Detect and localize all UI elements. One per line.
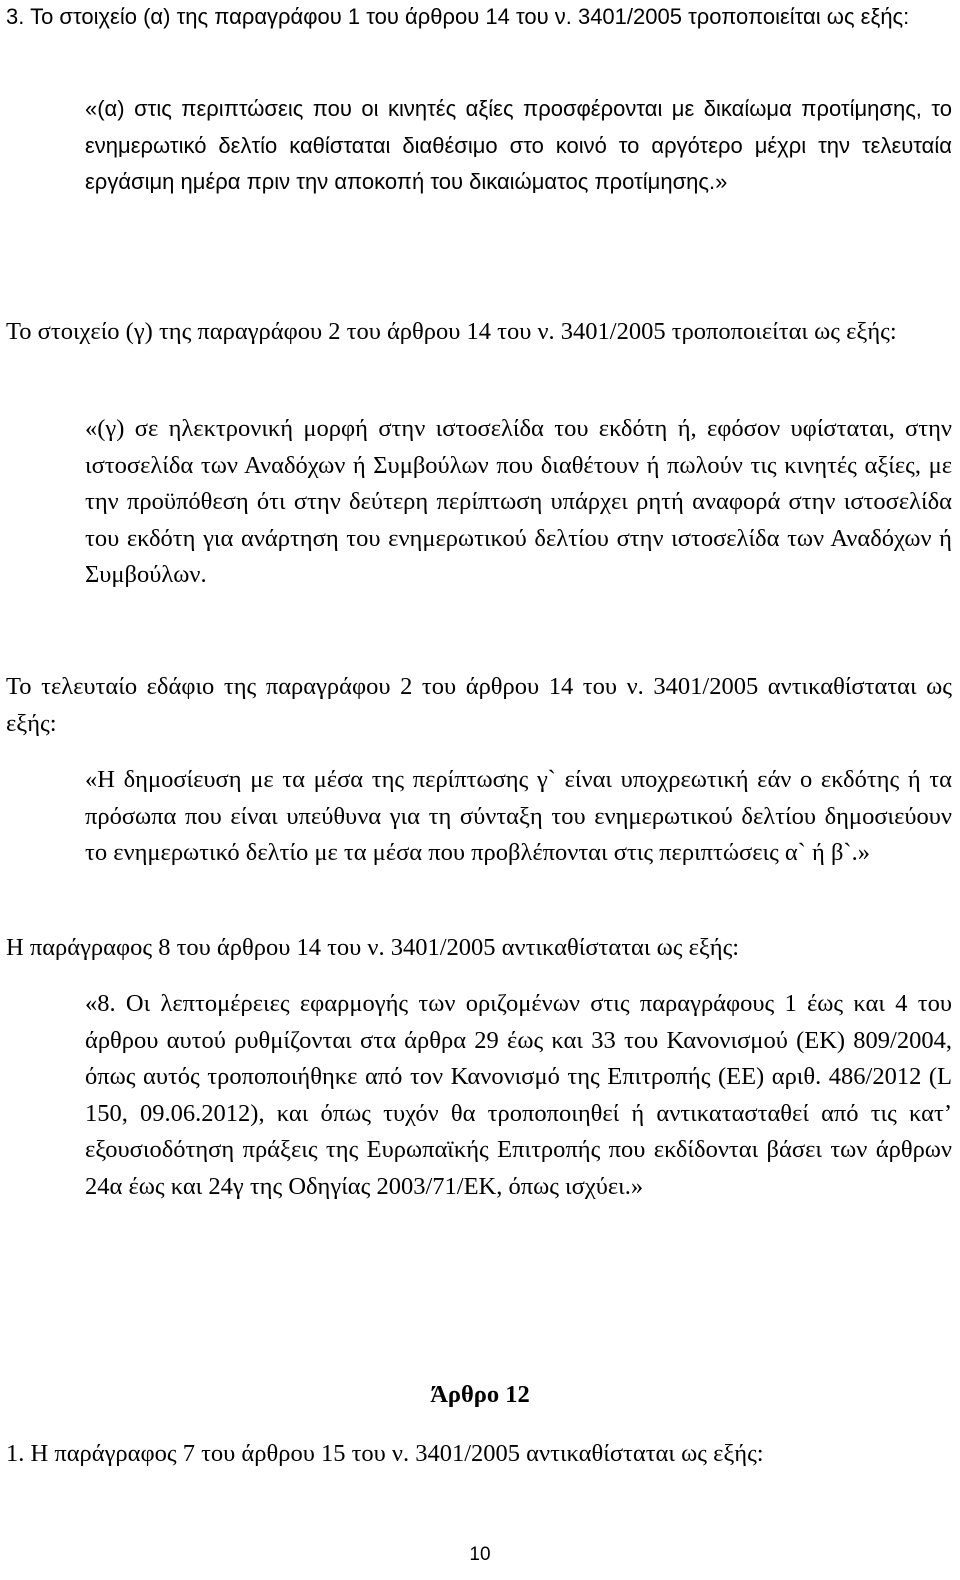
quoted-item-a: «(α) στις περιπτώσεις που οι κινητές αξίες προσφέρονται με δικαίωμα προτίμησης, το ενημερωτικό δελτίο καθίσταται διαθέσιμο στο κοινό το αργότερο μέχρι την τελευταία εργάσιμη ημέρα πριν την αποκοπή του δικαιώματος προτίμησης.» <box>85 96 952 194</box>
page-number: 10 <box>469 1544 491 1565</box>
article-12-paragraph-1: 1. Η παράγραφος 7 του άρθρου 15 του ν. 3401/2005 αντικαθίσταται ως εξής: <box>6 1440 764 1467</box>
quoted-publication-text: «Η δημοσίευση με τα μέσα της περίπτωσης γ` είναι υποχρεωτική εάν ο εκδότης ή τα πρόσωπα που είναι υπεύθυνα για τη σύνταξη του ενημερωτικού δελτίου δημοσιεύουν το ενημερωτικό δελτίο με τα μέσα που προβλέπονται στις περιπτώσεις α` ή β`.» <box>85 766 952 866</box>
quoted-item-c: «(γ) σε ηλεκτρονική μορφή στην ιστοσελίδα του εκδότη ή, εφόσον υφίσταται, στην ιστοσελίδα των Αναδόχων ή Συμβούλων που διαθέτουν ή πωλούν τις κινητές αξίες, με την προϋπόθεση ότι στην δεύτερη περίπτωση υπάρχει ρητή αναφορά στην ιστοσελίδα του εκδότη για ανάρτηση του ενημερωτικού δελτίου στην ιστοσελίδα των Αναδόχων ή Συμβούλων. <box>85 415 952 588</box>
paragraph-8-intro: Η παράγραφος 8 του άρθρου 14 του ν. 3401/2005 αντικαθίσταται ως εξής: <box>6 934 740 961</box>
paragraph-3-intro: 3. Το στοιχείο (α) της παραγράφου 1 του άρθρου 14 του ν. 3401/2005 τροποποιείται ως εξής: <box>6 4 910 29</box>
quoted-paragraph-8: «8. Οι λεπτομέρειες εφαρμογής των οριζομένων στις παραγράφους 1 έως και 4 του άρθρου αυτού ρυθμίζονται στα άρθρα 29 έως και 33 του Κανονισμού (ΕΚ) 809/2004, όπως αυτός τροποποιήθηκε από τον Κανονισμό της Επιτροπής (ΕΕ) αριθ. 486/2012 (L 150, 09.06.2012), και όπως τυχόν θα τροποποιηθεί ή αντικατασταθεί από τις κατ’ εξουσιοδότηση πράξεις της Ευρωπαϊκής Επιτροπής που εκδίδονται βάσει των άρθρων 24α έως και 24γ της Οδηγίας 2003/71/ΕΚ, όπως ισχύει.» <box>85 990 952 1200</box>
paragraph-item-c-intro: Το στοιχείο (γ) της παραγράφου 2 του άρθρου 14 του ν. 3401/2005 τροποποιείται ως εξής: <box>6 318 897 345</box>
article-heading: Άρθρο 12 <box>430 1381 530 1408</box>
paragraph-last-sentence-intro: Το τελευταίο εδάφιο της παραγράφου 2 του άρθρου 14 του ν. 3401/2005 αντικαθίσταται ως εξής: <box>6 673 952 737</box>
